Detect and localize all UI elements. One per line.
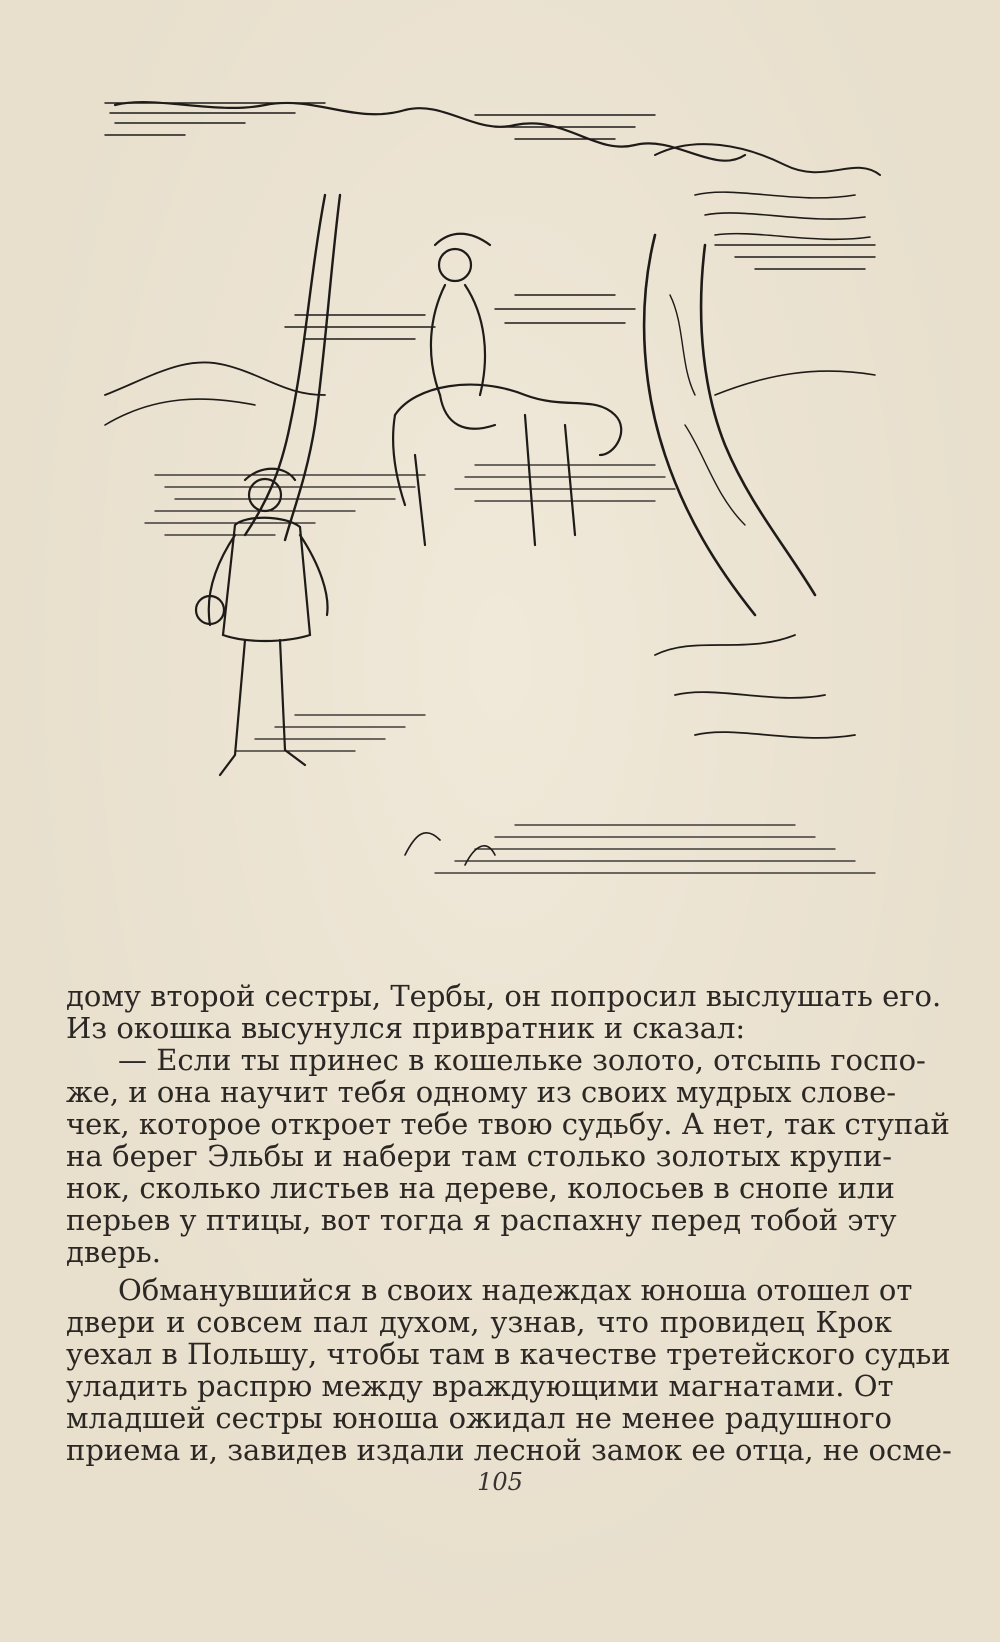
text-line: на берег Эльбы и набери там столько золотых крупи-: [66, 1139, 892, 1173]
engraving-illustration: [95, 95, 885, 895]
left-tree: [245, 195, 325, 535]
text-line: же, и она научит тебя одному из своих мудрых слове-: [66, 1075, 897, 1109]
text-line: Из окошка высунулся привратник и сказал:: [66, 1011, 746, 1045]
text-line: уладить распрю между враждующими магнатами. От: [66, 1369, 894, 1403]
rocks: [655, 635, 855, 738]
horse-and-rider: [393, 234, 621, 545]
right-tree: [644, 235, 755, 615]
text-line: уехал в Польшу, чтобы там в качестве третейского судьи: [66, 1337, 951, 1371]
body-text: [66, 979, 952, 1467]
illustration-drawing: [95, 95, 885, 895]
text-line: нок, сколько листьев на дереве, колосьев в снопе или: [66, 1171, 895, 1205]
text-line: дому второй сестры, Тербы, он попросил выслушать его.: [66, 979, 942, 1013]
text-line: двери и совсем пал духом, узнав, что провидец Крок: [66, 1305, 892, 1339]
ground-hatching: [145, 465, 875, 873]
text-line: приема и, завидев издали лесной замок ее отца, не осме-: [66, 1433, 952, 1467]
foliage-top: [115, 102, 745, 161]
hills: [105, 362, 325, 395]
young-man: [196, 469, 328, 775]
sky-hatching: [105, 103, 875, 339]
text-line: дверь.: [66, 1235, 161, 1269]
page-number: 105: [477, 1468, 523, 1496]
text-line: — Если ты принес в кошельке золото, отсыпь госпо-: [118, 1043, 926, 1077]
text-line: младшей сестры юноша ожидал не менее радушного: [66, 1401, 892, 1435]
text-line: чек, которое откроет тебе твою судьбу. А нет, так ступай: [66, 1107, 950, 1141]
text-line: Обманувшийся в своих надеждах юноша отошел от: [118, 1273, 913, 1307]
text-line: перьев у птицы, вот тогда я распахну перед тобой эту: [66, 1203, 897, 1237]
